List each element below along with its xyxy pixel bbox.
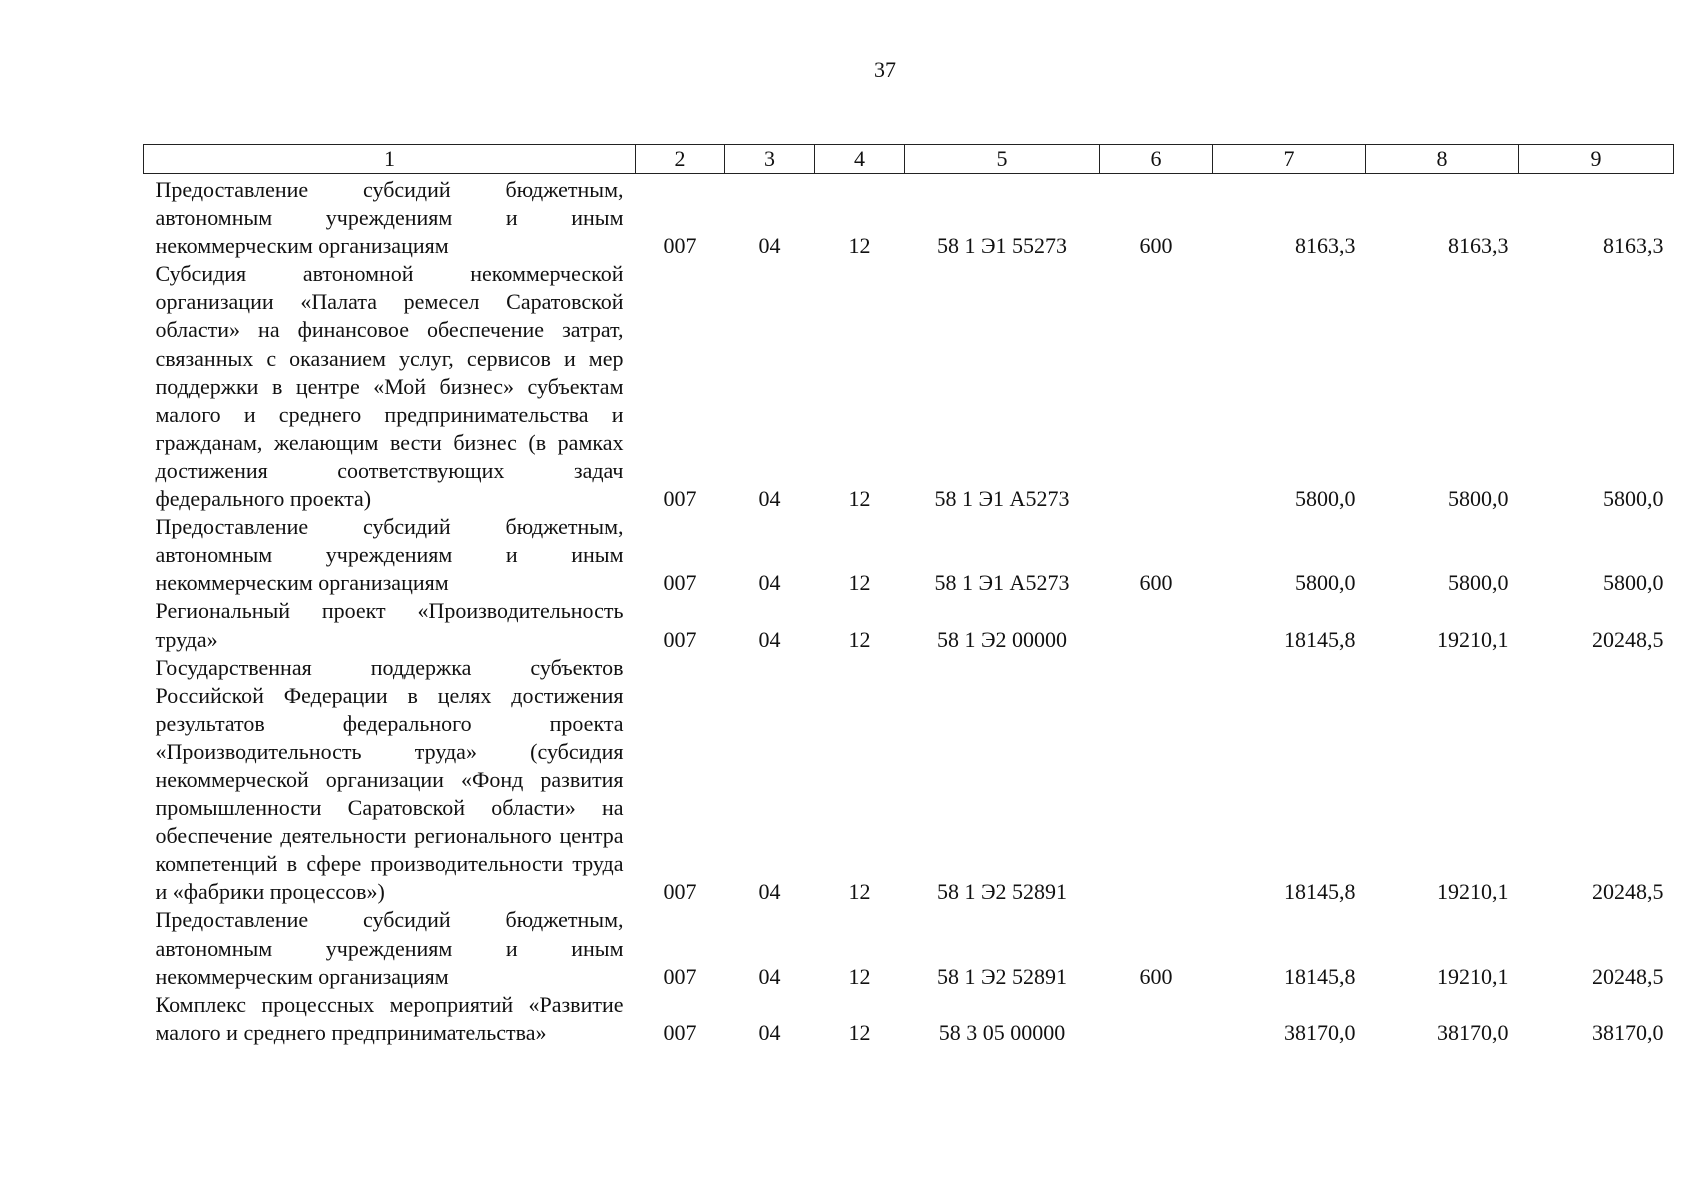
budget-table [143, 144, 1674, 1047]
section-code: 04 [758, 486, 781, 512]
expense-type-code [1100, 597, 1213, 653]
amount-year-3: 5800,0 [1603, 570, 1664, 596]
amount-year-3: 20248,5 [1592, 963, 1664, 989]
ministry-code: 007 [663, 963, 697, 989]
table-row [144, 991, 1674, 1047]
amount-year-3: 20248,5 [1592, 626, 1664, 652]
amount-year-1: 5800,0 [1295, 486, 1356, 512]
column-header-6: 6 [1100, 145, 1213, 174]
subsection-code: 12 [848, 233, 871, 259]
subsection-code: 12 [848, 879, 871, 905]
table-row [144, 906, 1674, 990]
subsection-code: 12 [848, 1019, 871, 1045]
ministry-code: 007 [663, 879, 697, 905]
section-code: 04 [758, 963, 781, 989]
amount-year-3: 38170,0 [1592, 1019, 1664, 1045]
amount-year-1: 5800,0 [1295, 570, 1356, 596]
amount-year-1: 18145,8 [1284, 963, 1356, 989]
target-article-code: 58 1 Э2 00000 [936, 626, 1068, 652]
amount-year-2: 5800,0 [1448, 570, 1509, 596]
amount-year-1: 8163,3 [1295, 233, 1356, 259]
ministry-code: 007 [663, 570, 697, 596]
column-header-9: 9 [1519, 145, 1674, 174]
amount-year-2: 19210,1 [1437, 879, 1509, 905]
row-name: Предоставление субсидий бюджетным, автономным учреждениям и иным некоммерческим организациям [155, 907, 624, 989]
subsection-code: 12 [848, 486, 871, 512]
amount-year-2: 38170,0 [1437, 1019, 1509, 1045]
ministry-code: 007 [663, 486, 697, 512]
amount-year-1: 18145,8 [1284, 626, 1356, 652]
amount-year-2: 19210,1 [1437, 963, 1509, 989]
section-code: 04 [758, 626, 781, 652]
amount-year-3: 8163,3 [1603, 233, 1664, 259]
amount-year-2: 5800,0 [1448, 486, 1509, 512]
section-code: 04 [758, 570, 781, 596]
ministry-code: 007 [663, 1019, 697, 1045]
subsection-code: 12 [848, 570, 871, 596]
section-code: 04 [758, 879, 781, 905]
table-row [144, 597, 1674, 653]
amount-year-1: 18145,8 [1284, 879, 1356, 905]
page-number: 37 [874, 57, 896, 82]
row-name: Предоставление субсидий бюджетным, автономным учреждениям и иным некоммерческим организациям [155, 514, 624, 596]
table-row [144, 654, 1674, 907]
amount-year-3: 5800,0 [1603, 486, 1664, 512]
row-name: Предоставление субсидий бюджетным, автономным учреждениям и иным некоммерческим организациям [155, 177, 624, 259]
subsection-code: 12 [848, 626, 871, 652]
target-article-code: 58 1 Э1 А5273 [934, 570, 1070, 596]
section-code: 04 [758, 233, 781, 259]
table-row [144, 513, 1674, 597]
row-name: Региональный проект «Производительность труда» [155, 598, 624, 652]
row-name: Комплекс процессных мероприятий «Развитие малого и среднего предпринимательства» [155, 991, 624, 1045]
row-name: Государственная поддержка субъектов Российской Федерации в целях достижения результатов федерального проекта «Производительность труда» (субсидия некоммерческой организации «Фонд развития промышленности Саратовской области» на обеспечение деятельности регионального центра компетенций в сфере производительности труда и «фабрики процессов») [155, 654, 624, 905]
table-row [144, 260, 1674, 513]
amount-year-3: 20248,5 [1592, 879, 1664, 905]
column-header-3: 3 [725, 145, 815, 174]
column-header-1: 1 [144, 145, 636, 174]
section-code: 04 [758, 1019, 781, 1045]
target-article-code: 58 1 Э2 52891 [936, 963, 1068, 989]
amount-year-1: 38170,0 [1284, 1019, 1356, 1045]
expense-type-code: 600 [1139, 233, 1173, 259]
expense-type-code: 600 [1139, 963, 1173, 989]
target-article-code: 58 1 Э1 А5273 [934, 486, 1070, 512]
amount-year-2: 8163,3 [1448, 233, 1509, 259]
target-article-code: 58 1 Э1 55273 [936, 233, 1068, 259]
column-header-8: 8 [1366, 145, 1519, 174]
expense-type-code [1100, 260, 1213, 513]
ministry-code: 007 [663, 626, 697, 652]
table-row [144, 174, 1674, 261]
column-header-5: 5 [905, 145, 1100, 174]
column-header-7: 7 [1213, 145, 1366, 174]
amount-year-2: 19210,1 [1437, 626, 1509, 652]
ministry-code: 007 [663, 233, 697, 259]
column-header-2: 2 [636, 145, 725, 174]
row-name: Субсидия автономной некоммерческой организации «Палата ремесел Саратовской области» на финансовое обеспечение затрат, связанных с оказанием услуг, сервисов и мер поддержки в центре «Мой бизнес» субъектам малого и среднего предпринимательства и гражданам, желающим вести бизнес (в рамках достижения соответствующих задач федерального проекта) [155, 261, 624, 512]
expense-type-code [1100, 654, 1213, 907]
subsection-code: 12 [848, 963, 871, 989]
expense-type-code: 600 [1139, 570, 1173, 596]
expense-type-code [1100, 991, 1213, 1047]
target-article-code: 58 3 05 00000 [938, 1019, 1066, 1045]
column-number-header-row [144, 145, 1674, 174]
target-article-code: 58 1 Э2 52891 [936, 879, 1068, 905]
column-header-4: 4 [815, 145, 905, 174]
